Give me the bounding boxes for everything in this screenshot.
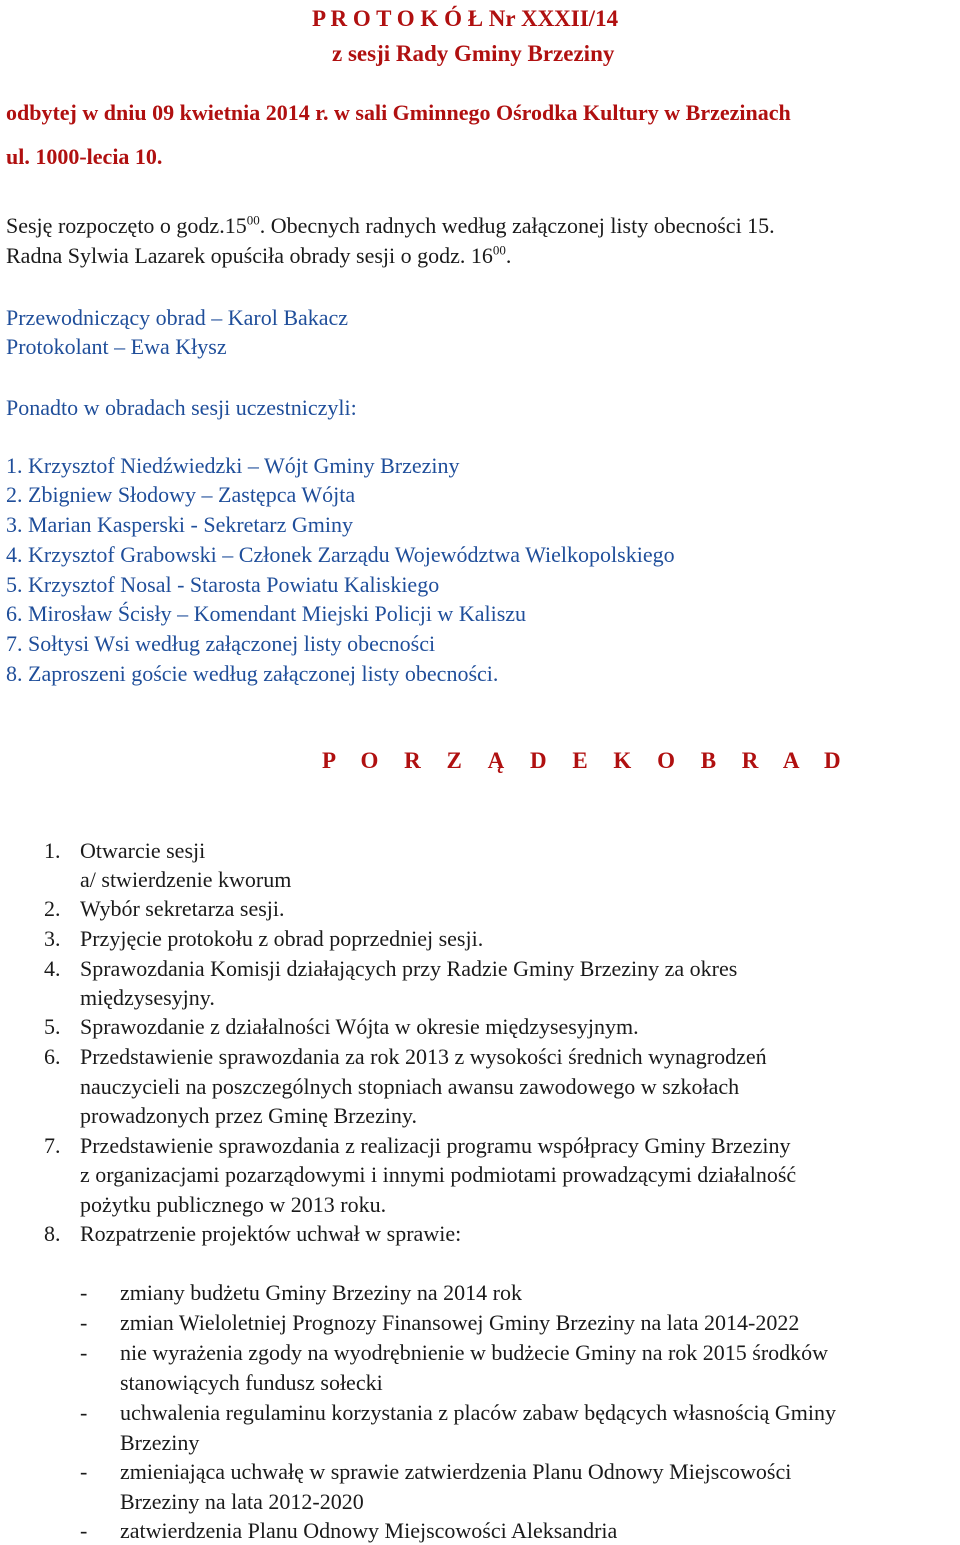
agenda-item-text-continued: z organizacjami pozarządowymi i innymi podmiotami prowadzącymi działalność bbox=[80, 1162, 797, 1187]
meeting-info-line1: odbytej w dniu 09 kwietnia 2014 r. w sali Gminnego Ośrodka Kultury w Brzezinach bbox=[6, 100, 791, 125]
resolution-item: nie wyrażenia zgody na wyodrębnienie w budżecie Gminy na rok 2015 środków bbox=[120, 1340, 829, 1365]
agenda-item-text-continued: pożytku publicznego w 2013 roku. bbox=[80, 1192, 387, 1217]
agenda-item-number: 1. bbox=[44, 838, 61, 863]
resolution-item: zmiany budżetu Gminy Brzeziny na 2014 rok bbox=[120, 1280, 523, 1305]
agenda-item-number: 7. bbox=[44, 1133, 61, 1158]
meeting-info-line2: ul. 1000-lecia 10. bbox=[6, 144, 163, 169]
session-start-suffix: . Obecnych radnych według załączonej listy obecności 15. bbox=[259, 213, 775, 238]
participant-item bbox=[6, 453, 460, 479]
agenda-item-text: Wybór sekretarza sesji. bbox=[80, 896, 285, 921]
resolution-dash: - bbox=[80, 1280, 88, 1305]
resolution-item: zmian Wieloletniej Prognozy Finansowej Gminy Brzeziny na lata 2014-2022 bbox=[120, 1310, 800, 1335]
agenda-item-number: 8. bbox=[44, 1221, 61, 1246]
participant-item bbox=[6, 661, 498, 687]
participant-item bbox=[6, 542, 675, 568]
recorder: Protokolant – Ewa Kłysz bbox=[6, 334, 227, 359]
resolution-dash: - bbox=[80, 1518, 88, 1543]
participant-number: 6. bbox=[6, 601, 23, 626]
agenda-item-number: 5. bbox=[44, 1014, 61, 1039]
agenda-item-text: Otwarcie sesji bbox=[80, 838, 206, 863]
agenda-item-number: 3. bbox=[44, 926, 61, 951]
resolution-item-continued: stanowiących fundusz sołecki bbox=[120, 1370, 383, 1395]
participant-number: 3. bbox=[6, 512, 23, 537]
agenda-item-number: 4. bbox=[44, 956, 61, 981]
resolution-item: zatwierdzenia Planu Odnowy Miejscowości Aleksandria bbox=[120, 1518, 618, 1543]
councillor-left-suffix: . bbox=[505, 243, 512, 268]
resolution-item: zmieniająca uchwałę w sprawie zatwierdzenia Planu Odnowy Miejscowości bbox=[120, 1459, 792, 1484]
agenda-item-text: Sprawozdania Komisji działających przy Radzie Gminy Brzeziny za okres bbox=[80, 956, 738, 981]
resolution-item-continued: Brzeziny na lata 2012-2020 bbox=[120, 1489, 364, 1514]
participant-item bbox=[6, 601, 526, 627]
agenda-item-number: 6. bbox=[44, 1044, 61, 1069]
participant-number: 2. bbox=[6, 482, 23, 507]
councillor-left-sup: 00 bbox=[492, 242, 506, 258]
agenda-item-text-continued: międzysesyjny. bbox=[80, 985, 215, 1010]
participant-text: Zaproszeni goście według załączonej listy obecności. bbox=[28, 661, 499, 686]
agenda-item-text: Przyjęcie protokołu z obrad poprzedniej sesji. bbox=[80, 926, 484, 951]
session-start-prefix: Sesję rozpoczęto o godz.15 bbox=[6, 213, 247, 238]
participant-number: 8. bbox=[6, 661, 23, 686]
agenda-item-text: Przedstawienie sprawozdania za rok 2013 z wysokości średnich wynagrodzeń bbox=[80, 1044, 767, 1069]
agenda-item-text: Sprawozdanie z działalności Wójta w okresie międzysesyjnym. bbox=[80, 1014, 639, 1039]
participant-number: 7. bbox=[6, 631, 23, 656]
participant-text: Mirosław Ścisły – Komendant Miejski Policji w Kaliszu bbox=[28, 601, 527, 626]
participant-item bbox=[6, 512, 353, 538]
participant-text: Zbigniew Słodowy – Zastępca Wójta bbox=[28, 482, 356, 507]
participant-item bbox=[6, 631, 435, 657]
participant-text: Krzysztof Grabowski – Członek Zarządu Województwa Wielkopolskiego bbox=[28, 542, 675, 567]
councillor-left-prefix: Radna Sylwia Lazarek opuściła obrady sesji o godz. 16 bbox=[6, 243, 493, 268]
resolution-dash: - bbox=[80, 1340, 88, 1365]
session-start bbox=[6, 213, 775, 239]
participants-intro: Ponadto w obradach sesji uczestniczyli: bbox=[6, 395, 357, 420]
councillor-left bbox=[6, 243, 511, 269]
document-title: P R O T O K Ó Ł Nr XXXII/14 bbox=[312, 6, 619, 31]
agenda-item-text-continued: prowadzonych przez Gminę Brzeziny. bbox=[80, 1103, 417, 1128]
resolution-item-continued: Brzeziny bbox=[120, 1430, 200, 1455]
resolution-item: uchwalenia regulaminu korzystania z placów zabaw będących własnością Gminy bbox=[120, 1400, 836, 1425]
session-start-sup: 00 bbox=[246, 212, 260, 228]
agenda-item-number: 2. bbox=[44, 896, 61, 921]
participant-item bbox=[6, 572, 439, 598]
participant-item bbox=[6, 482, 355, 508]
participant-text: Sołtysi Wsi według załączonej listy obecności bbox=[28, 631, 436, 656]
participant-number: 4. bbox=[6, 542, 23, 567]
participant-number: 1. bbox=[6, 453, 23, 478]
agenda-item-text: Przedstawienie sprawozdania z realizacji programu współpracy Gminy Brzeziny bbox=[80, 1133, 791, 1158]
participant-text: Marian Kasperski - Sekretarz Gminy bbox=[28, 512, 354, 537]
participant-number: 5. bbox=[6, 572, 23, 597]
agenda-subitem-text: a/ stwierdzenie kworum bbox=[80, 867, 292, 892]
agenda-item-text: Rozpatrzenie projektów uchwał w sprawie: bbox=[80, 1221, 462, 1246]
participant-text: Krzysztof Niedźwiedzki – Wójt Gminy Brzeziny bbox=[28, 453, 460, 478]
chairperson: Przewodniczący obrad – Karol Bakacz bbox=[6, 305, 349, 330]
resolution-dash: - bbox=[80, 1400, 88, 1425]
resolution-dash: - bbox=[80, 1310, 88, 1335]
resolution-dash: - bbox=[80, 1459, 88, 1484]
document-subtitle: z sesji Rady Gminy Brzeziny bbox=[332, 41, 615, 66]
agenda-heading: P O R Z Ą D E K O B R A D bbox=[322, 748, 844, 773]
agenda-item-text-continued: nauczycieli na poszczególnych stopniach awansu zawodowego w szkołach bbox=[80, 1074, 740, 1099]
participant-text: Krzysztof Nosal - Starosta Powiatu Kaliskiego bbox=[28, 572, 440, 597]
